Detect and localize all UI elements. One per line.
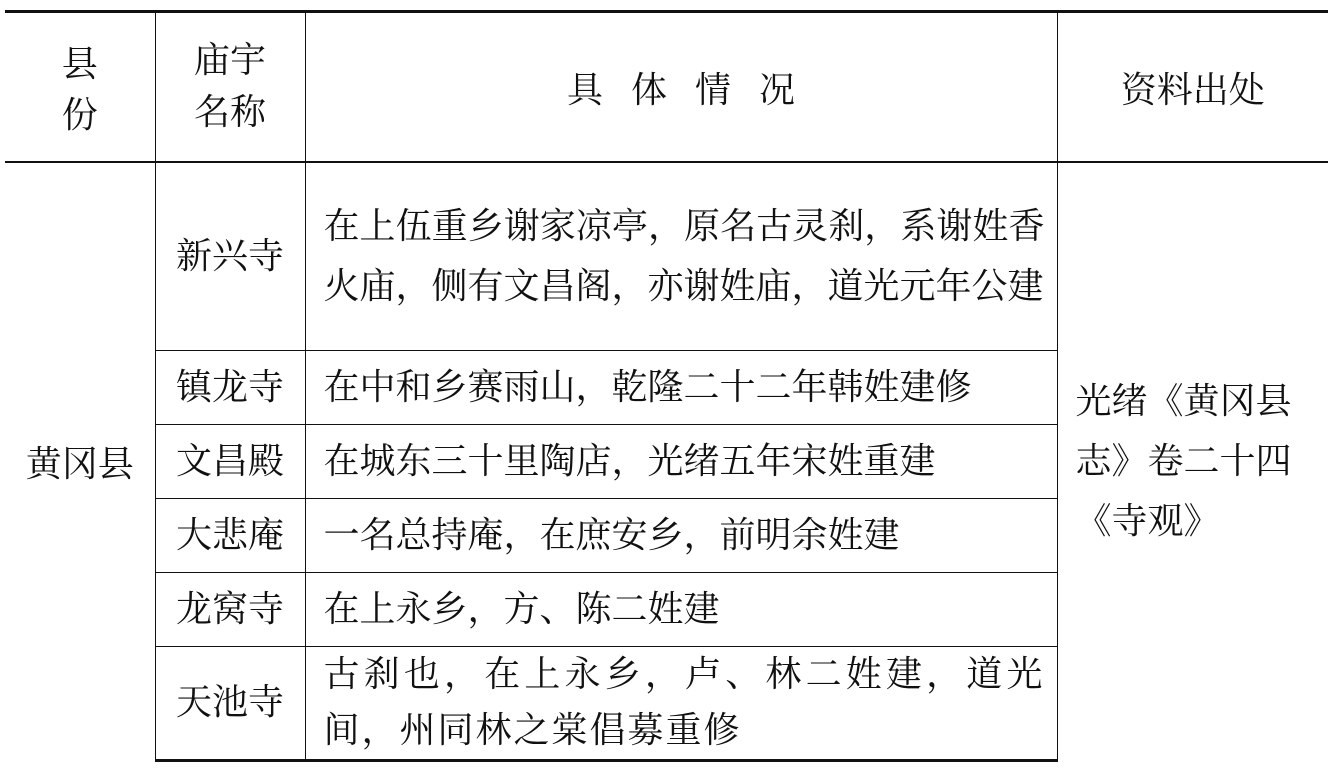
county-cell: 黄冈县: [25, 444, 134, 486]
details-cell: 在中和乡赛雨山，乾隆二十二年韩姓建修: [305, 351, 1057, 425]
temple-name-cell: 新兴寺: [155, 162, 305, 351]
header-temple-name: [155, 12, 305, 163]
header-details: 具体情况: [305, 12, 1057, 163]
temple-table: [5, 10, 1328, 762]
temple-name-cell: 镇龙寺: [155, 351, 305, 425]
source-cell: 光绪《黄冈县志》卷二十四《寺观》: [1057, 162, 1328, 761]
details-cell: 在上伍重乡谢家凉亭，原名古灵刹，系谢姓香火庙，侧有文昌阁，亦谢姓庙，道光元年公建: [305, 162, 1057, 351]
details-cell: 一名总持庵，在庶安乡，前明余姓建: [305, 499, 1057, 573]
details-cell: 在上永乡，方、陈二姓建: [305, 573, 1057, 647]
temple-name-cell: 龙窝寺: [155, 573, 305, 647]
temple-name-cell: 天池寺: [155, 647, 305, 761]
temple-name-cell: 大悲庵: [155, 499, 305, 573]
details-cell: 古刹也，在上永乡，卢、林二姓建，道光间，州同林之棠倡募重修: [305, 647, 1057, 761]
header-temple-name-line1: 庙宇: [193, 40, 266, 81]
header-source: 资料出处: [1057, 12, 1328, 163]
header-temple-name-line2: 名称: [193, 92, 266, 133]
details-cell: 在城东三十里陶店，光绪五年宋姓重建: [305, 425, 1057, 499]
temple-name-cell: 文昌殿: [155, 425, 305, 499]
header-row: [5, 12, 1328, 163]
header-county: 县份: [5, 12, 155, 163]
table-row: [5, 162, 1328, 351]
